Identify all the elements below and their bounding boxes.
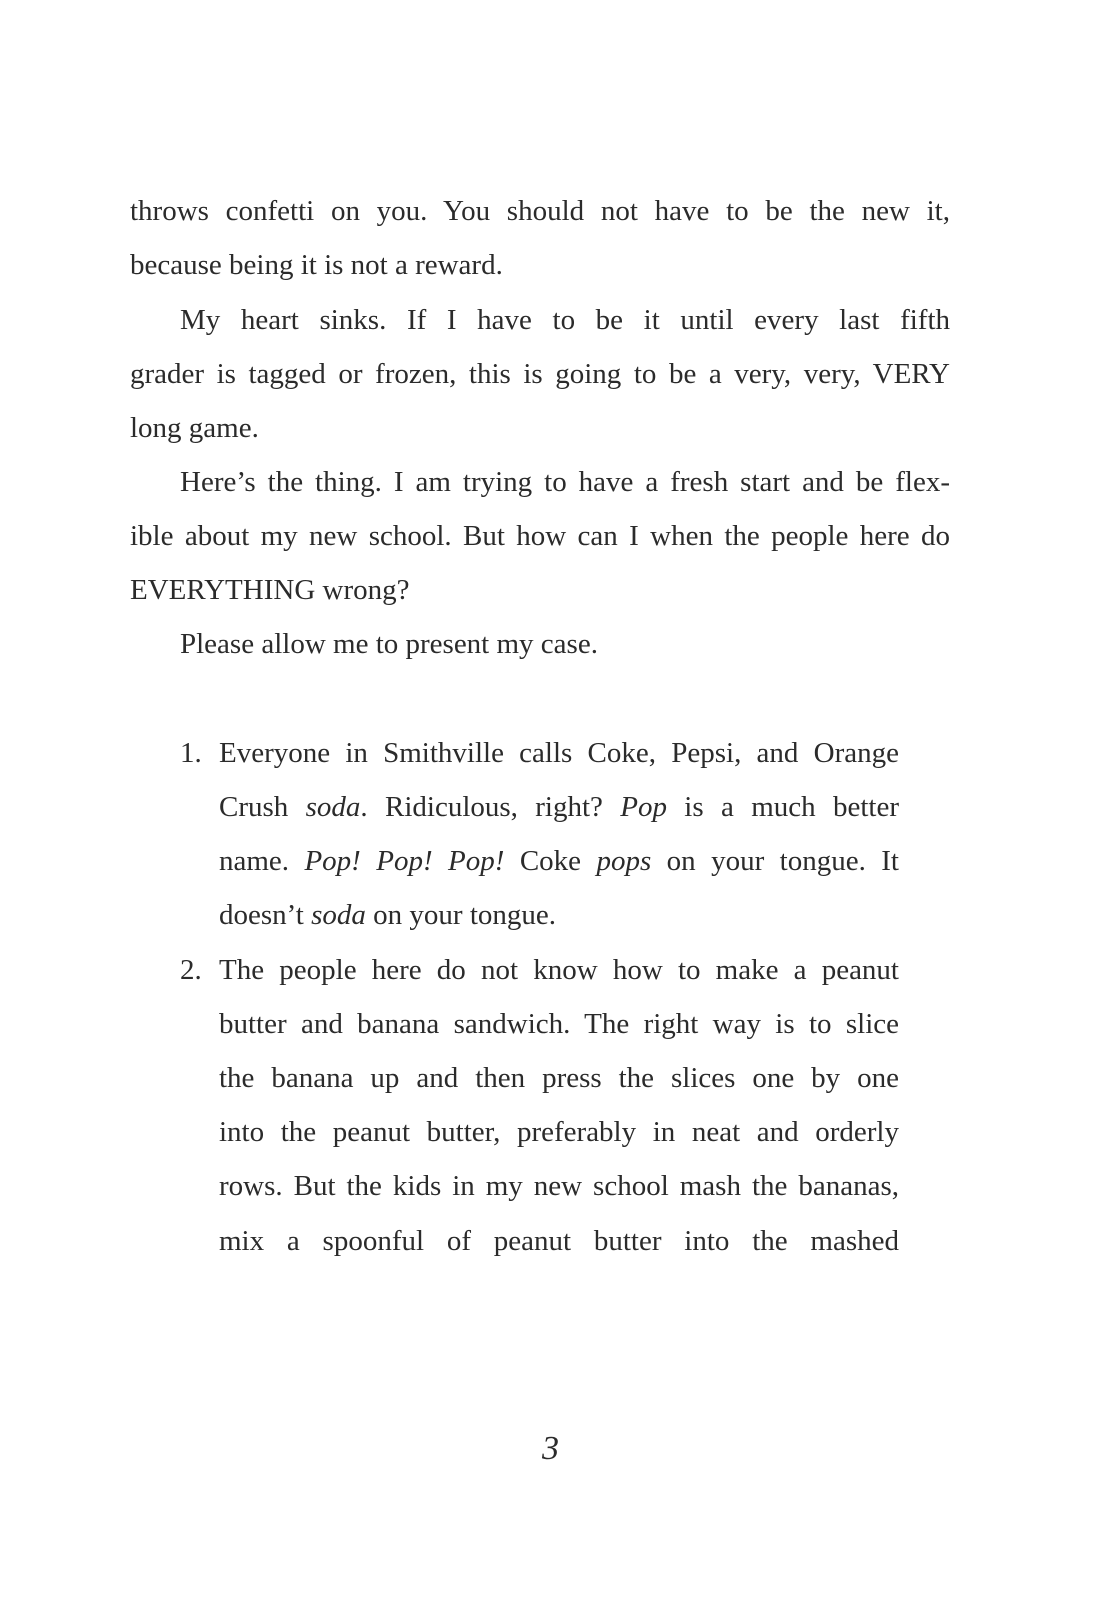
list-item-2-line-6: mix a spoonful of peanut butter into the mashed	[219, 1225, 899, 1257]
text-run: name.	[219, 845, 305, 877]
emphasis: Pop	[620, 791, 667, 823]
list-item-1-line-4	[219, 901, 899, 930]
paragraph-1-line-1: throws confetti on you. You should not have to be the new it,	[130, 195, 950, 227]
paragraph-3-line-2: ible about my new school. But how can I when the people here do	[130, 520, 950, 552]
list-item-2-line-5: rows. But the kids in my new school mash the bananas,	[219, 1170, 899, 1202]
text-run: Coke	[504, 845, 597, 877]
paragraph-2-line-1: My heart sinks. If I have to be it until every last fifth	[180, 304, 950, 336]
text-run: on your tongue.	[365, 899, 556, 931]
list-item-2-number: 2.	[180, 954, 202, 986]
list-item-1-line-1: Everyone in Smithville calls Coke, Pepsi, and Orange	[219, 737, 899, 769]
emphasis: Pop! Pop! Pop!	[304, 845, 505, 877]
list-item-2-line-4: into the peanut butter, preferably in neat and orderly	[219, 1116, 899, 1148]
paragraph-2-line-3: long game.	[130, 412, 259, 444]
emphasis: soda	[311, 899, 366, 931]
paragraph-2-line-2: grader is tagged or frozen, this is going to be a very, very, VERY	[130, 358, 950, 390]
list-item-1-line-2	[219, 793, 899, 822]
text-run: doesn’t	[219, 899, 312, 931]
list-item-2-line-2: butter and banana sandwich. The right way is to slice	[219, 1008, 899, 1040]
paragraph-1-line-2: because being it is not a reward.	[130, 249, 503, 281]
text-run: on your tongue. It	[651, 845, 899, 877]
text-run: Crush	[219, 791, 306, 823]
emphasis: soda	[305, 791, 361, 823]
paragraph-3-line-3: EVERYTHING wrong?	[130, 574, 410, 606]
list-item-2-line-1: The people here do not know how to make a peanut	[219, 954, 899, 986]
page-number: 3	[542, 1430, 559, 1467]
list-item-1-line-3	[219, 847, 899, 876]
text-run: is a much better	[666, 791, 899, 823]
text-run: . Ridiculous, right?	[360, 791, 621, 823]
paragraph-3-line-1: Here’s the thing. I am trying to have a fresh start and be flex-	[180, 466, 950, 498]
emphasis: pops	[596, 845, 652, 877]
paragraph-4-line-1: Please allow me to present my case.	[180, 628, 598, 660]
list-item-1-number: 1.	[180, 737, 202, 769]
list-item-2-line-3: the banana up and then press the slices one by one	[219, 1062, 899, 1094]
